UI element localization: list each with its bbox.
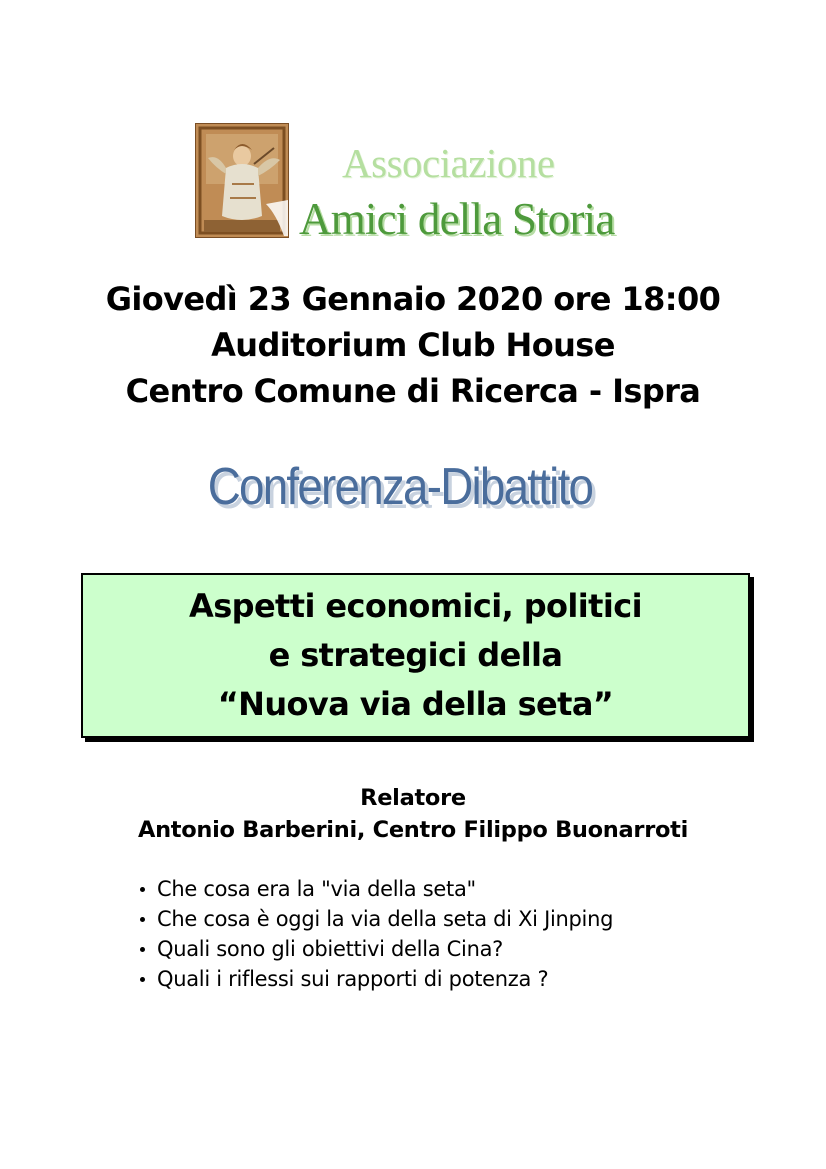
- list-item: [140, 904, 613, 934]
- speaker-heading: Relatore: [360, 785, 466, 811]
- bullet-icon: [140, 917, 145, 922]
- question-text: Quali i riflessi sui rapporti di potenza ?: [157, 967, 549, 991]
- questions-list: [140, 874, 613, 994]
- association-label: Associazione: [342, 140, 555, 186]
- bullet-icon: [140, 887, 145, 892]
- speaker-name: Antonio Barberini, Centro Filippo Buonarroti: [137, 817, 689, 843]
- association-name: Amici della Storia: [299, 194, 615, 244]
- bullet-icon: [140, 947, 145, 952]
- question-text: Che cosa è oggi la via della seta di Xi Jinping: [157, 907, 614, 931]
- conference-title: Conferenza-Dibattito: [207, 458, 593, 516]
- fresco-angel-icon: [195, 123, 289, 238]
- event-date: Giovedì 23 Gennaio 2020 ore 18:00: [105, 280, 721, 318]
- question-text: Quali sono gli obiettivi della Cina?: [157, 937, 504, 961]
- bullet-icon: [140, 977, 145, 982]
- list-item: [140, 934, 613, 964]
- topic-line-2: e strategici della: [268, 636, 563, 674]
- question-text: Che cosa era la "via della seta": [157, 877, 476, 901]
- event-venue: Auditorium Club House: [211, 326, 615, 364]
- list-item: [140, 874, 613, 904]
- topic-line-1: Aspetti economici, politici: [189, 587, 642, 625]
- event-info: [0, 276, 826, 414]
- topic-line-3: “Nuova via della seta”: [217, 685, 614, 723]
- topic-box: [81, 573, 750, 738]
- event-place: Centro Comune di Ricerca - Ispra: [125, 372, 701, 410]
- list-item: [140, 964, 613, 994]
- speaker-section: [0, 782, 826, 846]
